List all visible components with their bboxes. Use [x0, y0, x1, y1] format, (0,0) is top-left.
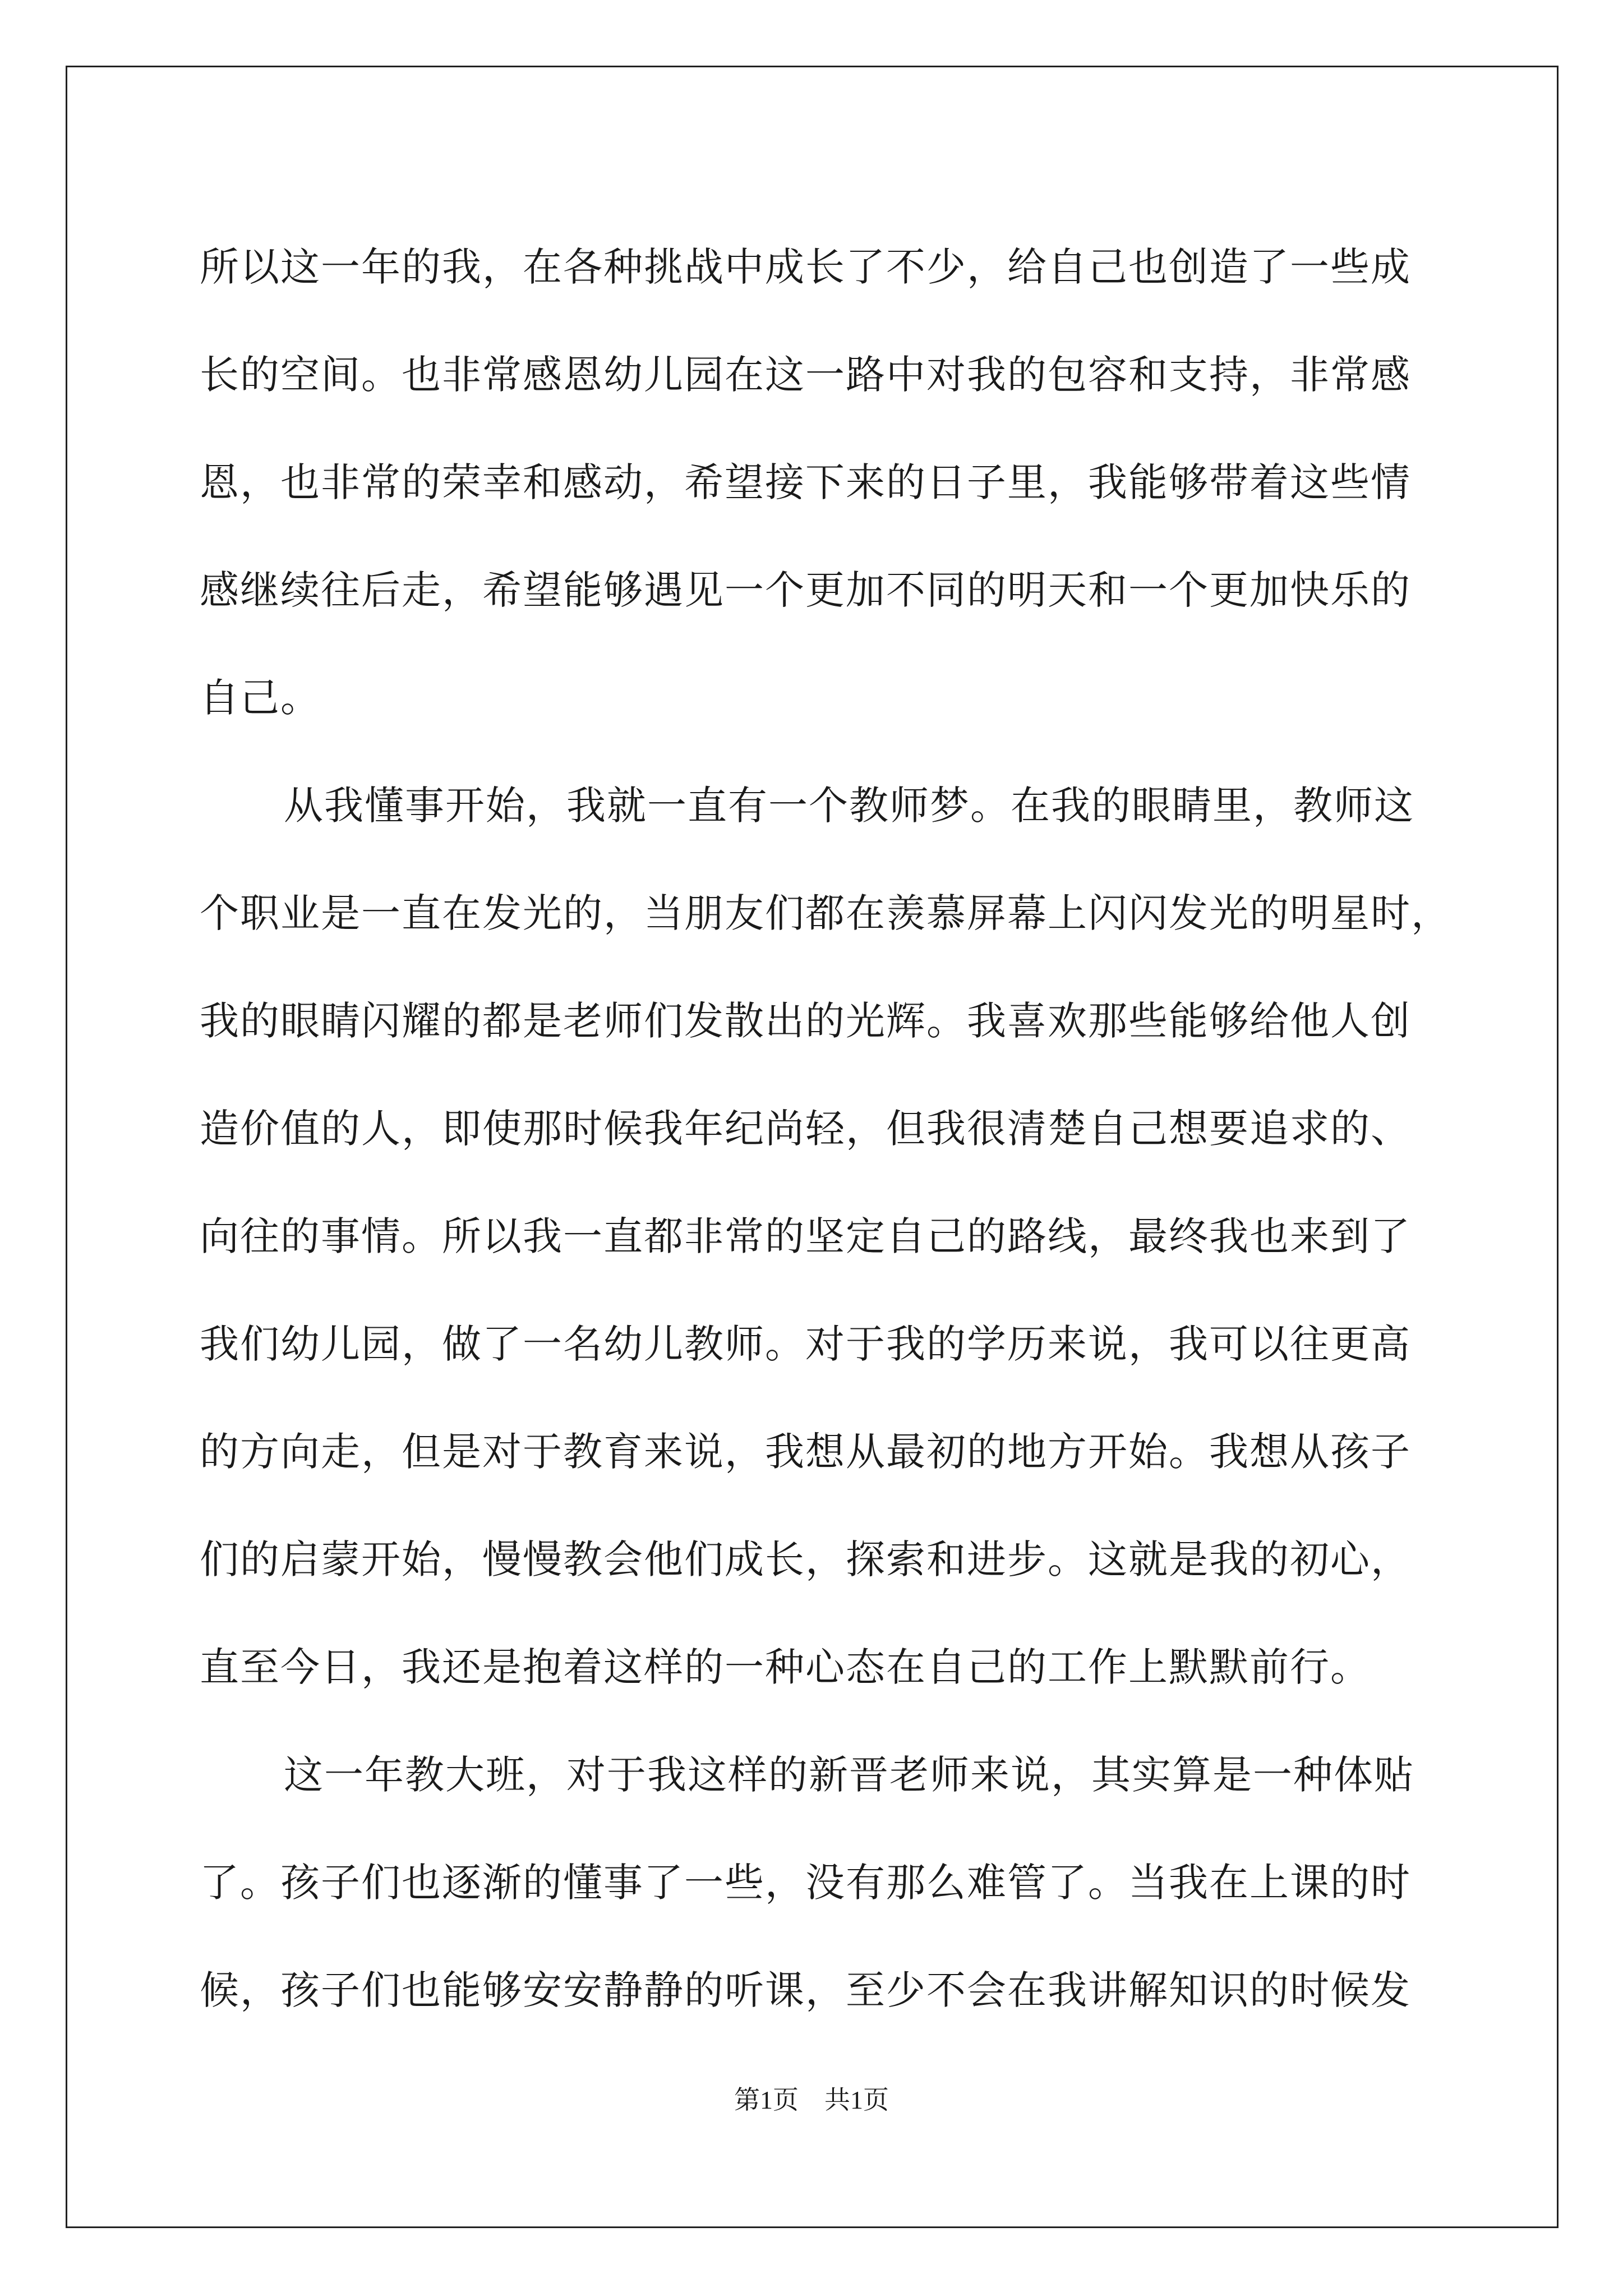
- text-line: 我的眼睛闪耀的都是老师们发散出的光辉。我喜欢那些能够给他人创: [200, 998, 1411, 1044]
- text-line: 直至今日，我还是抱着这样的一种心态在自己的工作上默默前行。: [200, 1644, 1371, 1690]
- text-line: 感继续往后走，希望能够遇见一个更加不同的明天和一个更加快乐的: [200, 567, 1411, 613]
- text-line: 这一年教大班，对于我这样的新晋老师来说，其实算是一种体贴: [284, 1752, 1414, 1798]
- text-line: 自己。: [200, 675, 321, 721]
- document-body: [200, 213, 1451, 2044]
- text-line: 造价值的人，即使那时候我年纪尚轻，但我很清楚自己想要追求的、: [200, 1106, 1411, 1152]
- text-line: 所以这一年的我，在各种挑战中成长了不少，给自己也创造了一些成: [200, 244, 1411, 290]
- text-line: 个职业是一直在发光的，当朋友们都在羡慕屏幕上闪闪发光的明星时，: [200, 890, 1451, 936]
- text-line: 了。孩子们也逐渐的懂事了一些，没有那么难管了。当我在上课的时: [200, 1860, 1411, 1906]
- text-line: 向往的事情。所以我一直都非常的坚定自己的路线，最终我也来到了: [200, 1213, 1411, 1259]
- text-line: 的方向走，但是对于教育来说，我想从最初的地方开始。我想从孩子: [200, 1429, 1411, 1475]
- text-line: 候，孩子们也能够安安静静的听课，至少不会在我讲解知识的时候发: [200, 1967, 1411, 2013]
- page-footer: 第1页 共1页: [734, 2086, 889, 2114]
- text-line: 从我懂事开始，我就一直有一个教师梦。在我的眼睛里，教师这: [284, 783, 1414, 829]
- text-line: 们的启蒙开始，慢慢教会他们成长，探索和进步。这就是我的初心，: [200, 1536, 1411, 1582]
- text-line: 恩，也非常的荣幸和感动，希望接下来的日子里，我能够带着这些情: [200, 459, 1411, 505]
- text-line: 长的空间。也非常感恩幼儿园在这一路中对我的包容和支持，非常感: [200, 352, 1411, 398]
- text-line: 我们幼儿园，做了一名幼儿教师。对于我的学历来说，我可以往更高: [200, 1321, 1411, 1367]
